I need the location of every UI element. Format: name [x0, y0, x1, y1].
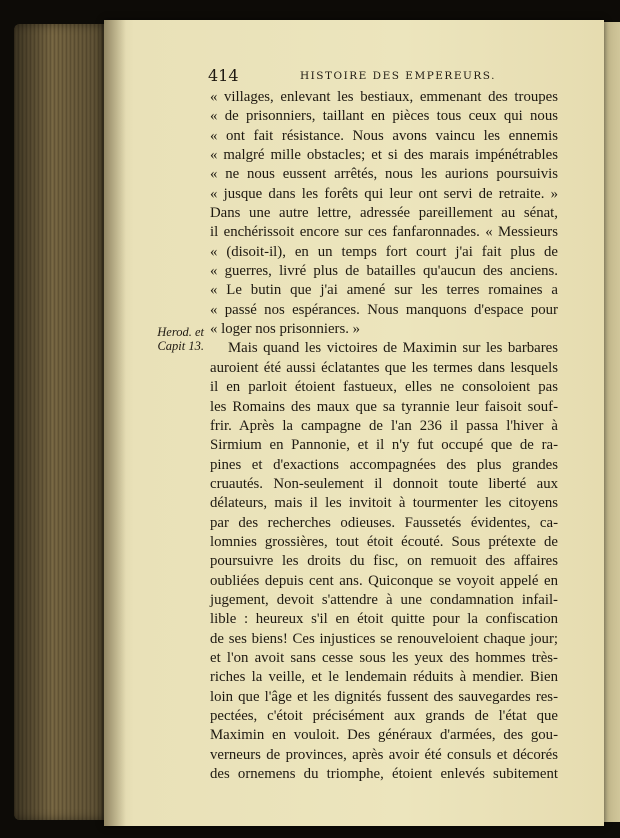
text-line: « guerres, livré plus de batailles qu'aucun des anciens. [210, 263, 558, 280]
text-line: « Le butin que j'ai amené sur les terres romaines a [210, 282, 558, 299]
margin-note [138, 325, 204, 353]
text-line: cruautés. Non-seulement il donnoit toute liberté aux [210, 475, 558, 492]
text-line: riches la veille, et le lendemain réduits à mendier. Bien [210, 669, 558, 686]
gutter-shadow [104, 20, 126, 826]
text-line: loin que l'âge et les dignités fussent des sauvegardes res- [210, 688, 558, 705]
text-line: de ses biens! Ces injustices se renouveloient chaque jour; [210, 630, 558, 647]
text-line: « villages, enlevant les bestiaux, emmenant des troupes [210, 89, 558, 105]
text-line: des ornemens du triomphe, étoient enlevés subitement [210, 766, 558, 783]
text-line: lomnies grossières, tout étoit écouté. Sous prétexte de [210, 533, 558, 550]
text-line: Maximin en vouloit. Des généraux d'armées, des gou- [210, 727, 558, 744]
text-line: poursuivre les droits du fisc, on remuoit des affaires [210, 553, 558, 570]
page-edges-shadow [14, 24, 110, 820]
text-line: Mais quand les victoires de Maximin sur les barbares [228, 340, 558, 357]
text-line: il en parloit étoient fastueux, elles ne consoloient pas [210, 379, 558, 396]
text-line: Sirmium en Pannonie, et il n'y fut occupé que de ra- [210, 437, 558, 454]
page-header [208, 66, 558, 88]
text-line: « de prisonniers, taillant en pièces tous ceux qui nous [210, 108, 558, 125]
text-line: « passé nos espérances. Nous manquons d'espace pour [210, 301, 558, 318]
text-line: auroient été aussi éclatantes que les termes dans lesquels [210, 359, 558, 376]
running-head: HISTOIRE DES EMPEREURS. [300, 70, 496, 82]
text-line: frir. Après la campagne de l'an 236 il passa l'hiver à [210, 417, 558, 434]
text-line: « (disoit-il), en un temps fort court j'ai fait plus de [210, 243, 558, 260]
text-line: et l'on avoit sans cesse sous les yeux des hommes très- [210, 649, 558, 666]
text-line: « ne nous eussent arrêtés, nous les aurions poursuivis [210, 166, 558, 183]
text-line: oubliées depuis cent ans. Quiconque se voyoit appelé en [210, 572, 558, 589]
text-line: pines et d'exactions accompagnées des plus grandes [210, 456, 558, 473]
text-line: par des recherches odieuses. Faussetés évidentes, ca- [210, 514, 558, 531]
margin-note-line: Capit 13. [157, 339, 204, 353]
text-line: délateurs, mais il les invitoit à tourmenter les citoyens [210, 495, 558, 512]
page-number: 414 [208, 66, 239, 85]
text-line: verneurs de provinces, après avoir été consuls et décorés [210, 746, 558, 763]
text-line: pectées, c'étoit précisément aux grands de l'état que [210, 708, 558, 724]
text-line: les Romains des maux que sa tyrannie leur faisoit souf- [210, 398, 558, 415]
margin-note-line: Herod. et [157, 325, 204, 339]
text-line: « loger nos prisonniers. » [210, 321, 361, 338]
text-line: jugement, devoit s'attendre à une condamnation infail- [210, 591, 558, 608]
text-line: « jusque dans les forêts qui leur ont servi de retraite. » [210, 185, 558, 202]
text-line: « malgré mille obstacles; et si des marais impénétrables [210, 147, 558, 164]
text-line: il enchérissoit encore sur ces fanfaronnades. « Messieurs [210, 224, 558, 241]
body-text [210, 88, 558, 784]
text-line: Dans une autre lettre, adressée pareillement au sénat, [210, 205, 558, 222]
text-line: « ont fait résistance. Nous avons vaincu les ennemis [210, 127, 558, 144]
text-line: lible : heureux s'il en étoit quitte pour la confiscation [210, 611, 558, 628]
